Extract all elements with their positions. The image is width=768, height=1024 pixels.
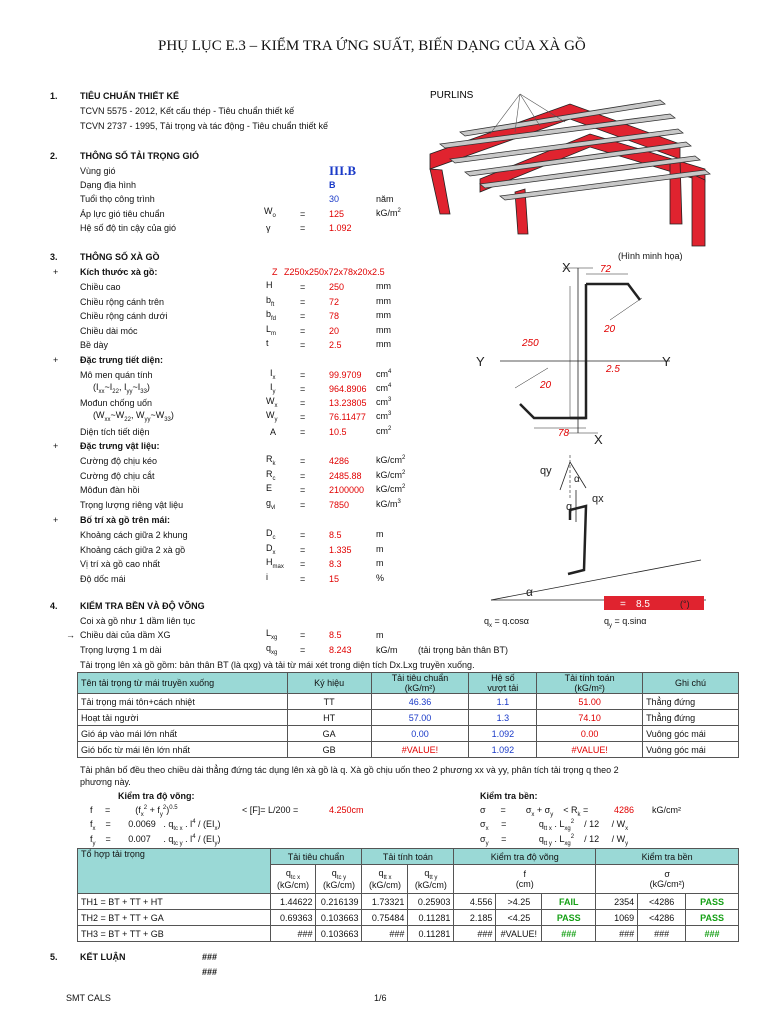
load-table-row bbox=[78, 710, 739, 726]
dim-height: 250 bbox=[522, 338, 539, 349]
material-unit-1: $kG/cm^2$ bbox=[376, 469, 406, 480]
load-table-cell: 1.092 bbox=[469, 726, 537, 742]
layout-eq-2: = bbox=[300, 559, 306, 569]
conclusion-line-2: ### bbox=[202, 967, 218, 977]
material-symbol-2: E bbox=[266, 483, 273, 493]
fy-formula: $f_y$ = 0.007 . $q_{tc y}$ . $l^4 / (EI_y)$ bbox=[90, 834, 221, 847]
dim-bottom-flange: 78 bbox=[558, 428, 570, 439]
combo-header-qtcy: $q_{tc y}$ (kG/cm) bbox=[316, 865, 362, 894]
purlin-dim-symbol-0: H bbox=[266, 280, 273, 290]
modulus-notation: ($W_{xx}\sim W_{22}$, $W_{yy}\sim W_{33}$) bbox=[93, 410, 174, 423]
layout-value-3: 15 bbox=[329, 573, 340, 584]
purlin-dim-value-2: 78 bbox=[329, 311, 340, 321]
q-label: q bbox=[566, 501, 573, 513]
combo-cell-fr: PASS bbox=[542, 910, 596, 926]
standard-line-1: TCVN 5575 - 2012, Kết cấu thép - Tiêu chuẩn thiết kế bbox=[80, 106, 295, 116]
deflection-check-title: Kiểm tra độ võng: bbox=[118, 791, 195, 801]
material-eq-2: = bbox=[300, 485, 306, 495]
angle-unit: (°) bbox=[680, 599, 690, 609]
layout-value-1: 1.335 bbox=[329, 544, 352, 555]
y-axis-left-label: Y bbox=[476, 354, 485, 369]
strength-check-title: Kiểm tra bền: bbox=[480, 791, 538, 801]
purlin-dim-eq-0: = bbox=[300, 282, 306, 292]
section-4-number: 4. bbox=[50, 601, 58, 611]
arrow-icon: → bbox=[66, 630, 75, 640]
load-intro: Tải trọng lên xà gồ gồm: bản thân BT (là qxg) và tải từ mái xét trong diện tích Dx.Lxg truyền xuống. bbox=[80, 660, 475, 670]
material-unit-2: $kG/cm^2$ bbox=[376, 484, 406, 494]
purlin-size-label: Kích thước xà gồ: bbox=[80, 267, 158, 277]
f-limit-value: 4.250cm bbox=[329, 805, 364, 815]
load-table-cell: 74.10 bbox=[537, 710, 643, 726]
combo-cell-c: 0.75484 bbox=[362, 910, 408, 926]
load-table-cell: 46.36 bbox=[371, 694, 469, 710]
load-table-cell: Thẳng đứng bbox=[643, 710, 739, 726]
unit-weight-label: Trọng lượng 1 m dài bbox=[80, 645, 162, 655]
purlin-dim-label-4: Bề dày bbox=[80, 340, 109, 350]
beam-intro: Coi xà gồ như 1 dầm liên tục bbox=[80, 616, 196, 626]
modulus-y-eq: = bbox=[300, 412, 306, 422]
combo-cell-a: 1.44622 bbox=[270, 894, 316, 910]
material-value-1: 2485.88 bbox=[329, 470, 362, 481]
section-5-number: 5. bbox=[50, 952, 58, 962]
layout-value-0: 8.5 bbox=[329, 530, 342, 540]
qx-label: qx bbox=[592, 493, 604, 505]
purlin-dim-value-4: 2.5 bbox=[329, 340, 342, 350]
purlin-size-value: Z250x250x72x78x20x2.5 bbox=[284, 267, 385, 277]
dim-lip-top: 20 bbox=[604, 324, 616, 335]
terrain-label: Dạng địa hình bbox=[80, 180, 137, 190]
combo-header-f: f (cm) bbox=[454, 865, 596, 894]
lifetime-unit: năm bbox=[376, 194, 394, 204]
layout-symbol-1: $D_x$ bbox=[266, 542, 276, 556]
material-symbol-0: $R_k$ bbox=[266, 454, 276, 467]
inertia-notation: ($I_{xx}\sim I_{22}$, $I_{yy}\sim I_{33}$) bbox=[93, 382, 150, 395]
modulus-x-symbol: $W_x$ bbox=[266, 396, 278, 409]
unit-weight-value: 8.243 bbox=[329, 645, 352, 655]
unit-weight-unit: kG/m bbox=[376, 645, 398, 655]
combo-cell-sr: PASS bbox=[686, 910, 739, 926]
layout-label-2: Vị trí xà gồ cao nhất bbox=[80, 559, 161, 569]
dim-lip-bottom: 20 bbox=[540, 380, 552, 391]
material-label-1: Cường độ chịu cắt bbox=[80, 470, 155, 481]
plus-section: + bbox=[53, 355, 59, 365]
fx-formula: $f_x$ = 0.0069 . $q_{tc x}$ . $l^4 / (EI_x)$ bbox=[90, 819, 221, 832]
modulus-y-value: 76.11477 bbox=[329, 412, 366, 422]
alpha-bottom-label: α bbox=[526, 585, 533, 599]
standard-line-2: TCVN 2737 - 1995, Tải trọng và tác động - Tiêu chuẩn thiết kế bbox=[80, 121, 328, 131]
combo-header-name: Tổ hợp tải trọng bbox=[78, 849, 271, 894]
modulus-y-symbol: $W_y$ bbox=[266, 410, 278, 423]
load-table-row bbox=[78, 726, 739, 742]
material-value-2: 2100000 bbox=[329, 485, 365, 495]
combo-header-strength: Kiểm tra bền bbox=[596, 849, 739, 865]
combo-header-qttx: $q_{tt x}$ (kG/cm) bbox=[362, 865, 408, 894]
layout-unit-0: m bbox=[376, 529, 384, 539]
sigma-limit-unit: kG/cm² bbox=[652, 805, 681, 815]
purlin-dim-label-0: Chiều cao bbox=[80, 282, 121, 292]
area-value: 10.5 bbox=[329, 427, 347, 437]
purlin-dim-unit-1: mm bbox=[376, 295, 391, 306]
purlin-dim-eq-3: = bbox=[300, 325, 306, 336]
modulus-x-eq: = bbox=[300, 398, 306, 408]
purlin-dim-symbol-1: $b_{ft}$ bbox=[266, 294, 275, 308]
combo-cell-d: 0.11281 bbox=[408, 910, 454, 926]
purlin-size-prefix: Z bbox=[272, 267, 278, 277]
combo-cell-f: 4.556 bbox=[454, 894, 496, 910]
layout-unit-3: % bbox=[376, 572, 385, 583]
y-axis-right-label: Y bbox=[662, 354, 671, 369]
alpha-top-label: α bbox=[574, 474, 580, 485]
dist-text-2: phương này. bbox=[80, 777, 131, 787]
angle-eq: = bbox=[620, 599, 626, 610]
area-symbol: A bbox=[270, 427, 277, 437]
wind-zone-label: Vùng gió bbox=[80, 166, 116, 176]
material-unit-0: $kG/cm^2$ bbox=[376, 455, 406, 465]
purlin-dim-label-2: Chiều rộng cánh dưới bbox=[80, 311, 168, 321]
layout-eq-1: = bbox=[300, 544, 306, 555]
area-eq: = bbox=[300, 427, 306, 437]
material-value-3: 7850 bbox=[329, 499, 350, 510]
section-5-title: KẾT LUẬN bbox=[80, 952, 126, 962]
combo-header-sigma: σ (kG/cm²) bbox=[596, 865, 739, 894]
layout-eq-3: = bbox=[300, 573, 306, 584]
combo-cell-fl: #VALUE! bbox=[496, 926, 542, 942]
load-table-row bbox=[78, 742, 739, 758]
dim-top-flange: 72 bbox=[600, 264, 612, 275]
load-table-cell: 0.00 bbox=[371, 726, 469, 742]
combo-cell-sl: <4286 bbox=[638, 910, 686, 926]
layout-eq-0: = bbox=[300, 530, 306, 540]
load-table-header-standard: Tải tiêu chuẩn (kG/m²) bbox=[371, 673, 469, 694]
section-1-title: TIÊU CHUẨN THIẾT KẾ bbox=[80, 91, 179, 101]
reliability-value: 1.092 bbox=[329, 223, 352, 233]
purlin-dim-eq-2: = bbox=[300, 311, 306, 321]
purlin-dim-eq-1: = bbox=[300, 296, 306, 307]
sigma-formula: σ = $\sigma_x + \sigma_y$ < $R_k$ = bbox=[480, 805, 589, 818]
z-section-diagram bbox=[470, 258, 700, 448]
dim-thickness: 2.5 bbox=[606, 364, 620, 375]
f-formula: f = $(f_x^2 + f_y^2)^{0.5}$ bbox=[90, 805, 178, 818]
layout-unit-1: m bbox=[376, 543, 384, 554]
combo-cell-fl: <4.25 bbox=[496, 910, 542, 926]
inertia-y-unit: $cm^4$ bbox=[376, 383, 392, 393]
load-decomposition-diagram bbox=[486, 450, 718, 610]
purlin-dim-symbol-3: $L_m$ bbox=[266, 323, 277, 337]
section-3-number: 3. bbox=[50, 252, 58, 262]
lifetime-value: 30 bbox=[329, 194, 340, 204]
load-table-header-design: Tải tính toán (kG/m²) bbox=[537, 673, 643, 694]
combo-cell-b: 0.216139 bbox=[316, 894, 362, 910]
material-symbol-3: $g_{vl}$ bbox=[266, 497, 276, 511]
layout-unit-2: m bbox=[376, 558, 384, 568]
material-label-3: Trọng lượng riêng vật liệu bbox=[80, 499, 184, 510]
load-table-cell: Hoạt tải người bbox=[78, 710, 288, 726]
unit-weight-eq: = bbox=[300, 645, 306, 655]
wind-pressure-eq: = bbox=[300, 209, 306, 219]
combo-cell-fl: >4.25 bbox=[496, 894, 542, 910]
area-unit: $cm^2$ bbox=[376, 426, 392, 436]
combo-cell-name: TH3 = BT + TT + GB bbox=[78, 926, 271, 942]
angle-value: 8.5 bbox=[636, 599, 650, 610]
beam-length-eq: = bbox=[300, 630, 306, 640]
plus-material: + bbox=[53, 441, 59, 451]
combo-cell-f: ### bbox=[454, 926, 496, 942]
inertia-x-value: 99.9709 bbox=[329, 370, 362, 380]
footer-page: 1/6 bbox=[374, 993, 387, 1003]
purlin-dim-label-3: Chiều dài móc bbox=[80, 325, 138, 336]
combo-cell-name: TH2 = BT + TT + GA bbox=[78, 910, 271, 926]
combo-header-standard: Tải tiêu chuẩn bbox=[270, 849, 362, 865]
plus-layout: + bbox=[53, 515, 59, 525]
combo-header-qtty: $q_{tt y}$ (kG/cm) bbox=[408, 865, 454, 894]
load-table-header-factor: Hệ số vượt tải bbox=[469, 673, 537, 694]
inertia-x-symbol: $I_x$ bbox=[270, 368, 276, 381]
wind-zone-value: III.B bbox=[329, 163, 357, 178]
inertia-y-symbol: $I_y$ bbox=[270, 382, 276, 395]
combo-table-row bbox=[78, 910, 739, 926]
section-2-title: THÔNG SỐ TẢI TRỌNG GIÓ bbox=[80, 151, 199, 161]
qy-label: qy bbox=[540, 465, 552, 477]
load-table-cell: Thẳng đứng bbox=[643, 694, 739, 710]
combo-cell-s: 2354 bbox=[596, 894, 638, 910]
purlin-dim-symbol-4: t bbox=[266, 338, 269, 348]
x-axis-bottom-label: X bbox=[594, 432, 603, 447]
section-2-number: 2. bbox=[50, 151, 58, 161]
load-table-header-symbol: Ký hiệu bbox=[287, 673, 371, 694]
f-limit-label: < [F]= L/200 = bbox=[242, 805, 299, 815]
combo-cell-d: 0.25903 bbox=[408, 894, 454, 910]
load-table-cell: Vuông góc mái bbox=[643, 742, 739, 758]
layout-value-2: 8.3 bbox=[329, 559, 342, 569]
sigma-y-formula: $\sigma_y$ = $q_{tt y}$ . $L_{xg}^2$ / 12 / $W_y$ bbox=[480, 834, 629, 847]
load-table-cell: 1.1 bbox=[469, 694, 537, 710]
beam-length-label: Chiều dài của dầm XG bbox=[80, 630, 171, 640]
wind-pressure-symbol: $W_o$ bbox=[264, 206, 276, 219]
combo-cell-s: ### bbox=[596, 926, 638, 942]
purlin-dim-symbol-2: $b_{fd}$ bbox=[266, 309, 277, 322]
load-table-header-note: Ghi chú bbox=[643, 673, 739, 694]
section-4-title: KIỂM TRA BỀN VÀ ĐỘ VÕNG bbox=[80, 601, 205, 611]
wind-pressure-label: Áp lực gió tiêu chuẩn bbox=[80, 209, 165, 219]
combo-table bbox=[77, 848, 739, 942]
material-label-0: Cường độ chịu kéo bbox=[80, 456, 157, 466]
load-table-cell: Vuông góc mái bbox=[643, 726, 739, 742]
sigma-limit-value: 4286 bbox=[614, 805, 635, 815]
load-table-cell: #VALUE! bbox=[371, 742, 469, 758]
purlin-dim-unit-2: mm bbox=[376, 310, 391, 320]
beam-length-unit: m bbox=[376, 630, 384, 640]
combo-header-design: Tải tính toán bbox=[362, 849, 454, 865]
combo-cell-a: ### bbox=[270, 926, 316, 942]
qx-equation: $q_x = q.\cos\alpha$ bbox=[484, 616, 530, 629]
inertia-label: Mô men quán tính bbox=[80, 370, 153, 380]
modulus-y-unit: $cm^3$ bbox=[376, 411, 392, 421]
combo-cell-sr: PASS bbox=[686, 894, 739, 910]
section-props-label: Đặc trưng tiết diện: bbox=[80, 355, 164, 365]
combo-cell-fr: ### bbox=[542, 926, 596, 942]
combo-header-qtcx: $q_{tc x}$ (kG/cm) bbox=[270, 865, 316, 894]
inertia-y-value: 964.8906 bbox=[329, 384, 367, 394]
section-3-title: THÔNG SỐ XÀ GỒ bbox=[80, 252, 160, 262]
load-table-row bbox=[78, 694, 739, 710]
illustration-caption: (Hình minh họa) bbox=[618, 251, 683, 261]
sigma-x-formula: $\sigma_x$ = $q_{tt x}$ . $L_{xg}^2$ / 12 / $W_x$ bbox=[480, 819, 629, 832]
purlin-dim-unit-3: mm bbox=[376, 324, 391, 335]
combo-cell-name: TH1 = BT + TT + HT bbox=[78, 894, 271, 910]
page-title: PHỤ LỤC E.3 – KIỂM TRA ỨNG SUẤT, BIẾN DẠNG CỦA XÀ GỒ bbox=[158, 38, 586, 54]
material-label: Đặc trưng vật liệu: bbox=[80, 441, 160, 451]
inertia-y-eq: = bbox=[300, 384, 306, 394]
material-label-2: Môđun đàn hồi bbox=[80, 485, 140, 495]
terrain-value: B bbox=[329, 180, 336, 190]
section-1-number: 1. bbox=[50, 91, 58, 101]
combo-cell-b: 0.103663 bbox=[316, 910, 362, 926]
area-label: Diện tích tiết diện bbox=[80, 427, 150, 437]
load-table-header-name: Tên tải trọng từ mái truyền xuống bbox=[78, 673, 288, 694]
combo-cell-fr: FAIL bbox=[542, 894, 596, 910]
purlin-dim-unit-0: mm bbox=[376, 281, 391, 291]
unit-weight-symbol: $q_{xg}$ bbox=[266, 643, 278, 656]
footer-left: SMT CALS bbox=[66, 993, 111, 1003]
inertia-x-eq: = bbox=[300, 370, 306, 380]
conclusion-line-1: ### bbox=[202, 952, 218, 962]
load-table-header bbox=[78, 673, 739, 694]
combo-table-row bbox=[78, 894, 739, 910]
layout-symbol-3: i bbox=[266, 571, 268, 582]
purlin-3d-illustration bbox=[420, 74, 720, 254]
purlin-dim-value-0: 250 bbox=[329, 282, 345, 292]
load-table-cell: Gió bốc từ mái lên lớn nhất bbox=[78, 742, 288, 758]
load-table-cell: 1.3 bbox=[469, 710, 537, 726]
reliability-eq: = bbox=[300, 223, 306, 233]
lifetime-label: Tuổi thọ công trình bbox=[80, 194, 155, 204]
wind-pressure-value: 125 bbox=[329, 209, 345, 219]
layout-symbol-2: $H_{max}$ bbox=[266, 557, 284, 570]
load-table-cell: Tải trọng mái tôn+cách nhiệt bbox=[78, 694, 288, 710]
load-table-cell: 57.00 bbox=[371, 710, 469, 726]
modulus-x-unit: $cm^3$ bbox=[376, 397, 392, 407]
layout-label-3: Độ dốc mái bbox=[80, 573, 126, 584]
modulus-label: Mođun chống uốn bbox=[80, 398, 153, 408]
material-eq-1: = bbox=[300, 470, 306, 481]
load-table-cell: 51.00 bbox=[537, 694, 643, 710]
reliability-symbol: γ bbox=[266, 223, 271, 233]
material-symbol-1: $R_c$ bbox=[266, 468, 276, 482]
layout-label: Bố trí xà gồ trên mái: bbox=[80, 515, 171, 525]
combo-table-row bbox=[78, 926, 739, 942]
purlin-dim-unit-4: mm bbox=[376, 339, 391, 349]
load-table-cell: 0.00 bbox=[537, 726, 643, 742]
combo-cell-s: 1069 bbox=[596, 910, 638, 926]
purlin-dim-value-1: 72 bbox=[329, 296, 340, 307]
beam-length-value: 8.5 bbox=[329, 630, 342, 640]
dist-text-1: Tải phân bố đều theo chiều dài thẳng đứng tác dụng lên xà gồ là q. Xà gồ chịu uốn theo 2 phương xx và yy, phân tích tải trọng q theo 2 bbox=[80, 765, 619, 775]
load-table-cell: 1.092 bbox=[469, 742, 537, 758]
load-table bbox=[77, 672, 739, 758]
material-eq-3: = bbox=[300, 499, 306, 510]
reliability-label: Hệ số độ tin cậy của gió bbox=[80, 223, 177, 233]
load-table-cell: GA bbox=[287, 726, 371, 742]
unit-weight-note: (tải trọng bản thân BT) bbox=[418, 645, 509, 655]
combo-cell-c: 1.73321 bbox=[362, 894, 408, 910]
layout-symbol-0: $D_c$ bbox=[266, 528, 276, 541]
material-eq-0: = bbox=[300, 456, 306, 466]
purlin-dim-label-1: Chiều rộng cánh trên bbox=[80, 296, 165, 307]
purlins-label: PURLINS bbox=[430, 90, 474, 101]
modulus-x-value: 13.23805 bbox=[329, 398, 367, 408]
purlin-dim-eq-4: = bbox=[300, 340, 306, 350]
combo-header-deflection: Kiểm tra độ võng bbox=[454, 849, 596, 865]
x-axis-top-label: X bbox=[562, 260, 571, 275]
layout-label-1: Khoảng cách giữa 2 xà gồ bbox=[80, 544, 186, 555]
load-table-cell: Gió áp vào mái lớn nhất bbox=[78, 726, 288, 742]
layout-label-0: Khoảng cách giữa 2 khung bbox=[80, 530, 188, 540]
load-table-cell: TT bbox=[287, 694, 371, 710]
combo-cell-c: ### bbox=[362, 926, 408, 942]
combo-cell-sl: <4286 bbox=[638, 894, 686, 910]
inertia-x-unit: $cm^4$ bbox=[376, 369, 392, 379]
combo-cell-b: 0.103663 bbox=[316, 926, 362, 942]
load-table-cell: GB bbox=[287, 742, 371, 758]
load-table-cell: HT bbox=[287, 710, 371, 726]
material-value-0: 4286 bbox=[329, 456, 350, 466]
load-table-cell: #VALUE! bbox=[537, 742, 643, 758]
combo-cell-sl: ### bbox=[638, 926, 686, 942]
purlin-dim-value-3: 20 bbox=[329, 325, 340, 336]
beam-length-symbol: $L_{xg}$ bbox=[266, 628, 278, 641]
combo-cell-a: 0.69363 bbox=[270, 910, 316, 926]
wind-pressure-unit: $kG/m^2$ bbox=[376, 208, 401, 218]
combo-cell-f: 2.185 bbox=[454, 910, 496, 926]
plus-size: + bbox=[53, 267, 59, 277]
material-unit-3: $kG/m^3$ bbox=[376, 498, 401, 509]
qy-equation: $q_y = q.\sin\alpha$ bbox=[604, 616, 647, 629]
combo-cell-sr: ### bbox=[686, 926, 739, 942]
combo-cell-d: 0.11281 bbox=[408, 926, 454, 942]
